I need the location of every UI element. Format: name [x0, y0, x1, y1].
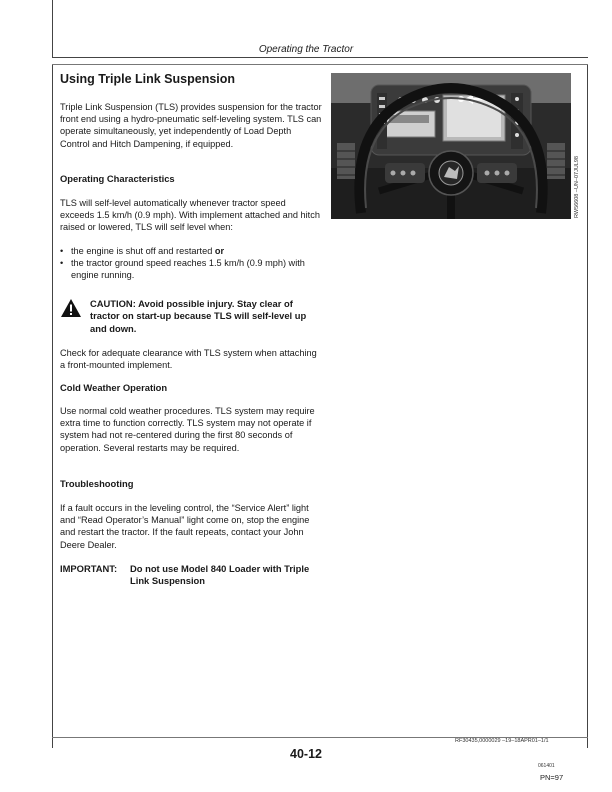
clearance-paragraph: Check for adequate clearance with TLS system when attaching a front-mounted implement. — [60, 348, 317, 371]
caution-statement: CAUTION: Avoid possible injury. Stay clear of tractor on start-up because TLS will self-level up and down. — [90, 298, 307, 334]
right-frame-line — [587, 64, 588, 748]
troubleshooting-paragraph: If a fault occurs in the leveling control, the “Service Alert” light and “Read Operator’s Manual” light come on, stop the engine and restart the tractor. If the fault repeats, contact your John Deere Dealer. — [60, 503, 310, 550]
section-title: Using Triple Link Suspension — [60, 72, 236, 86]
cold-weather-paragraph: Use normal cold weather procedures. TLS system may require extra time to function correctly. TLS system may not operate if system had not re-centered during the first 80 seconds of operation. Several restarts may be required. — [60, 406, 315, 453]
page-number: 40-12 — [290, 747, 322, 761]
section-top-rule — [52, 64, 588, 65]
list-item: • the tractor ground speed reaches 1.5 km/h (0.9 mph) with engine running. — [60, 258, 305, 281]
running-header: Operating the Tractor — [258, 44, 354, 55]
pn-label: PN=97 — [540, 773, 564, 782]
header-rule — [52, 57, 588, 58]
date-code: 061401 — [538, 763, 555, 769]
operating-heading: Operating Characteristics — [60, 173, 175, 184]
list-item: • the engine is shut off and restarted or — [60, 246, 225, 256]
left-frame-line-body — [52, 64, 53, 748]
troubleshooting-heading: Troubleshooting — [60, 478, 134, 489]
image-code-label: RW56608 –UN–07JUL98 — [574, 156, 580, 218]
important-text: Do not use Model 840 Loader with Triple Link Suspension — [130, 563, 310, 587]
important-label: IMPORTANT: — [60, 563, 118, 574]
warning-triangle-icon — [60, 298, 82, 318]
operating-paragraph: TLS will self-level automatically whenever tractor speed exceeds 1.5 km/h (0.9 mph). With implement attached and hitch raised or lowered, TLS will self level when: — [60, 198, 320, 233]
cold-weather-heading: Cold Weather Operation — [60, 382, 168, 393]
condition-list — [60, 245, 322, 282]
tractor-cab-photo — [331, 73, 571, 219]
footer-reference: RF30435,0000029 –19–18APR01–1/1 — [455, 738, 549, 744]
intro-paragraph: Triple Link Suspension (TLS) provides suspension for the tractor front end using a hydro-pneumatic self-leveling system. TLS can operate simultaneously, yet independently of Load Depth Control and Hitch Dampening, if equipped. — [60, 102, 322, 149]
